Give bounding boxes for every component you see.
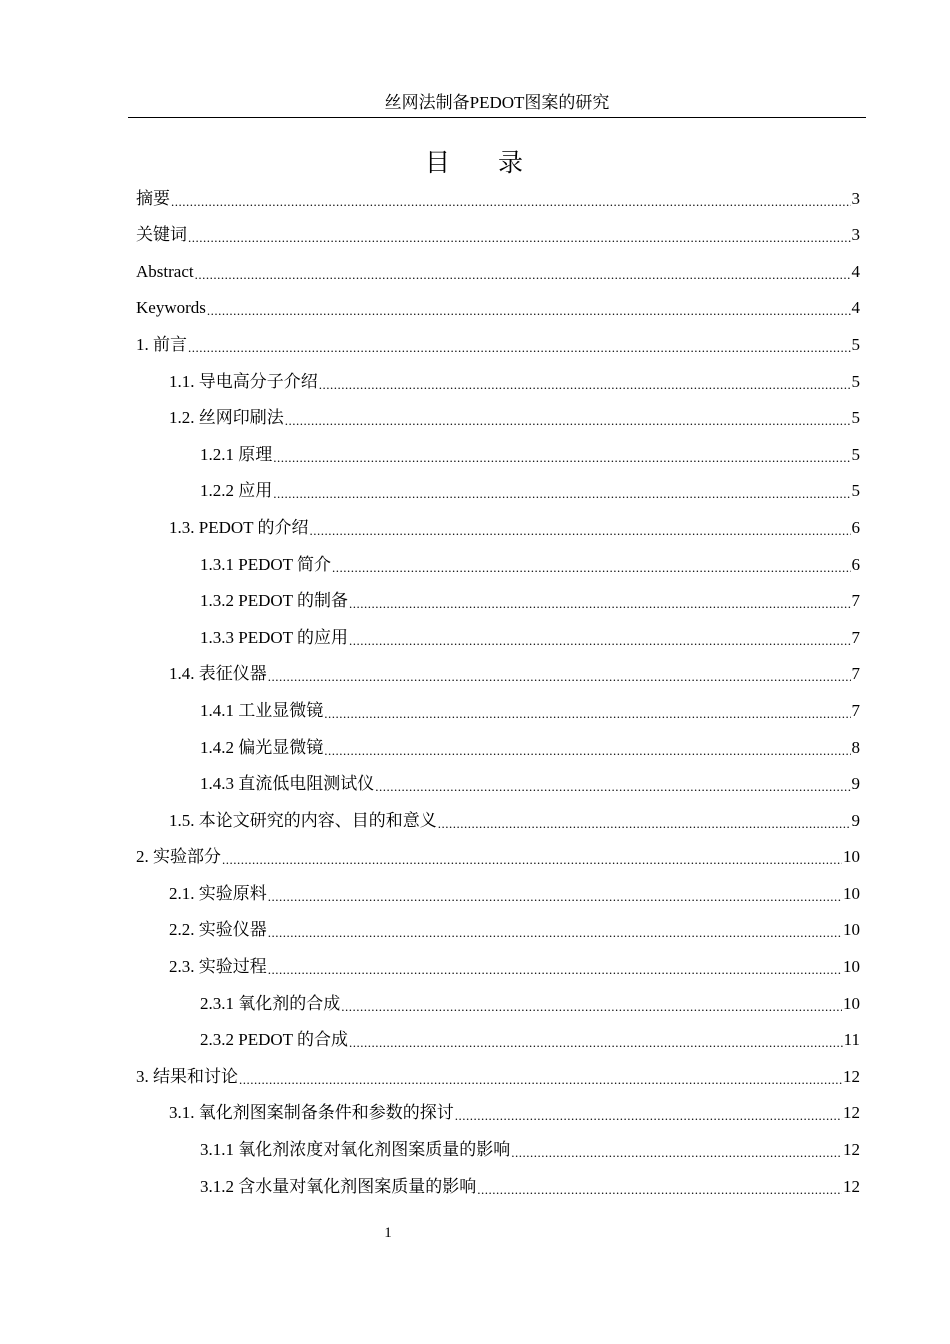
toc-dot-leader	[324, 736, 850, 766]
toc-entry[interactable]	[136, 692, 860, 729]
toc-entry-label: 1.3. PEDOT 的介绍	[169, 517, 309, 537]
toc-dot-leader	[268, 955, 842, 985]
toc-entry[interactable]	[136, 1168, 860, 1205]
toc-entry-label: 1.3.2 PEDOT 的制备	[200, 591, 348, 611]
toc-entry[interactable]	[136, 217, 860, 254]
toc-entry-label: 3. 结果和讨论	[136, 1066, 238, 1086]
toc-entry[interactable]	[136, 912, 860, 949]
toc-dot-leader	[195, 260, 851, 290]
toc-entry-page: 4	[851, 298, 860, 318]
toc-entry[interactable]	[136, 875, 860, 912]
toc-entry-label: 1.5. 本论文研究的内容、目的和意义	[169, 810, 437, 830]
toc-dot-leader	[207, 296, 851, 326]
toc-dot-leader	[239, 1065, 842, 1095]
toc-dot-leader	[273, 443, 850, 473]
toc-entry-label: 2.3.2 PEDOT 的合成	[200, 1030, 348, 1050]
toc-entry-page: 5	[851, 481, 860, 501]
toc-entry-page: 5	[851, 334, 860, 354]
toc-entry-page: 10	[843, 847, 860, 867]
toc-entry-label: 1.1. 导电高分子介绍	[169, 371, 318, 391]
toc-entry-label: 1. 前言	[136, 334, 187, 354]
toc-entry-page: 3	[851, 225, 860, 245]
toc-entry-page: 9	[851, 810, 860, 830]
toc-dot-leader	[188, 223, 851, 253]
toc-entry-label: 2.2. 实验仪器	[169, 920, 267, 940]
toc-dot-leader	[222, 845, 842, 875]
toc-entry-page: 10	[843, 957, 860, 977]
toc-entry[interactable]	[136, 766, 860, 803]
toc-entry[interactable]	[136, 400, 860, 437]
toc-entry-label: 3.1. 氧化剂图案制备条件和参数的探讨	[169, 1103, 454, 1123]
toc-entry-label: 1.4.1 工业显微镜	[200, 700, 324, 720]
toc-entry-page: 9	[851, 774, 860, 794]
toc-dot-leader	[285, 406, 851, 436]
toc-dot-leader	[324, 699, 850, 729]
toc-entry-label: 关键词	[136, 225, 187, 245]
toc-entry-page: 10	[843, 920, 860, 940]
toc-entry-page: 11	[843, 1030, 860, 1050]
toc-entry-page: 12	[843, 1140, 860, 1160]
toc-entry-page: 5	[851, 408, 860, 428]
toc-dot-leader	[349, 1028, 843, 1058]
toc-dot-leader	[319, 370, 851, 400]
toc-entry[interactable]	[136, 546, 860, 583]
toc-dot-leader	[455, 1101, 842, 1131]
toc-entry[interactable]	[136, 363, 860, 400]
toc-entry-page: 10	[843, 993, 860, 1013]
toc-dot-leader	[477, 1175, 842, 1205]
toc-entry-label: 2. 实验部分	[136, 847, 221, 867]
toc-entry[interactable]	[136, 729, 860, 766]
toc-entry-label: 2.3.1 氧化剂的合成	[200, 993, 341, 1013]
toc-dot-leader	[268, 918, 842, 948]
toc-entry-page: 8	[851, 737, 860, 757]
toc-entry[interactable]	[136, 253, 860, 290]
toc-entry-page: 7	[851, 700, 860, 720]
toc-dot-leader	[511, 1138, 842, 1168]
toc-entry-page: 7	[851, 627, 860, 647]
toc-entry-page: 10	[843, 883, 860, 903]
toc-entry[interactable]	[136, 839, 860, 876]
toc-dot-leader	[268, 882, 842, 912]
toc-dot-leader	[375, 772, 850, 802]
toc-dot-leader	[309, 516, 850, 546]
running-title: 丝网法制备PEDOT图案的研究	[384, 93, 610, 112]
toc-entry-page: 12	[843, 1176, 860, 1196]
toc-dot-leader	[171, 187, 851, 217]
toc-entry[interactable]	[136, 326, 860, 363]
toc-entry-page: 7	[851, 591, 860, 611]
toc-entry[interactable]	[136, 656, 860, 693]
toc-entry[interactable]	[136, 436, 860, 473]
page-number: 1	[384, 1225, 392, 1241]
toc-entry[interactable]	[136, 180, 860, 217]
toc-entry[interactable]	[136, 948, 860, 985]
toc-title	[0, 147, 950, 181]
toc-dot-leader	[438, 809, 851, 839]
table-of-contents	[136, 180, 860, 1205]
toc-dot-leader	[341, 992, 842, 1022]
toc-entry-label: 1.4.3 直流低电阻测试仪	[200, 774, 375, 794]
toc-entry[interactable]	[136, 1022, 860, 1059]
toc-entry-page: 4	[851, 261, 860, 281]
toc-entry[interactable]	[136, 985, 860, 1022]
toc-entry[interactable]	[136, 290, 860, 327]
toc-entry-label: 2.1. 实验原料	[169, 883, 267, 903]
toc-entry[interactable]	[136, 1095, 860, 1132]
toc-entry-label: 3.1.1 氧化剂浓度对氧化剂图案质量的影响	[200, 1140, 511, 1160]
toc-dot-leader	[332, 553, 851, 583]
toc-entry-page: 5	[851, 444, 860, 464]
toc-dot-leader	[349, 626, 851, 656]
toc-dot-leader	[273, 479, 850, 509]
toc-title-left: 目	[424, 150, 452, 177]
toc-entry-label: 3.1.2 含水量对氧化剂图案质量的影响	[200, 1176, 477, 1196]
toc-entry-label: 2.3. 实验过程	[169, 957, 267, 977]
toc-entry[interactable]	[136, 802, 860, 839]
toc-entry[interactable]	[136, 1058, 860, 1095]
toc-dot-leader	[188, 333, 851, 363]
toc-entry-page: 12	[843, 1066, 860, 1086]
toc-entry[interactable]	[136, 473, 860, 510]
toc-dot-leader	[349, 589, 851, 619]
running-header	[128, 90, 866, 118]
toc-title-right: 录	[498, 150, 526, 177]
toc-entry[interactable]	[136, 1131, 860, 1168]
toc-entry-label: 1.3.3 PEDOT 的应用	[200, 627, 348, 647]
toc-entry-page: 7	[851, 664, 860, 684]
toc-entry-page: 5	[851, 371, 860, 391]
toc-entry-label: 1.4.2 偏光显微镜	[200, 737, 324, 757]
toc-entry-page: 6	[851, 517, 860, 537]
toc-dot-leader	[268, 662, 851, 692]
toc-entry-label: Keywords	[136, 298, 206, 318]
toc-entry-page: 3	[851, 188, 860, 208]
toc-entry-page: 12	[843, 1103, 860, 1123]
toc-entry-label: 1.4. 表征仪器	[169, 664, 267, 684]
toc-entry-label: 摘要	[136, 188, 170, 208]
toc-entry-label: 1.2. 丝网印刷法	[169, 408, 284, 428]
toc-entry-label: 1.2.2 应用	[200, 481, 273, 501]
toc-entry-label: Abstract	[136, 261, 194, 281]
toc-entry-label: 1.2.1 原理	[200, 444, 273, 464]
toc-entry[interactable]	[136, 583, 860, 620]
toc-entry-page: 6	[851, 554, 860, 574]
toc-entry[interactable]	[136, 509, 860, 546]
toc-entry[interactable]	[136, 619, 860, 656]
toc-entry-label: 1.3.1 PEDOT 简介	[200, 554, 331, 574]
